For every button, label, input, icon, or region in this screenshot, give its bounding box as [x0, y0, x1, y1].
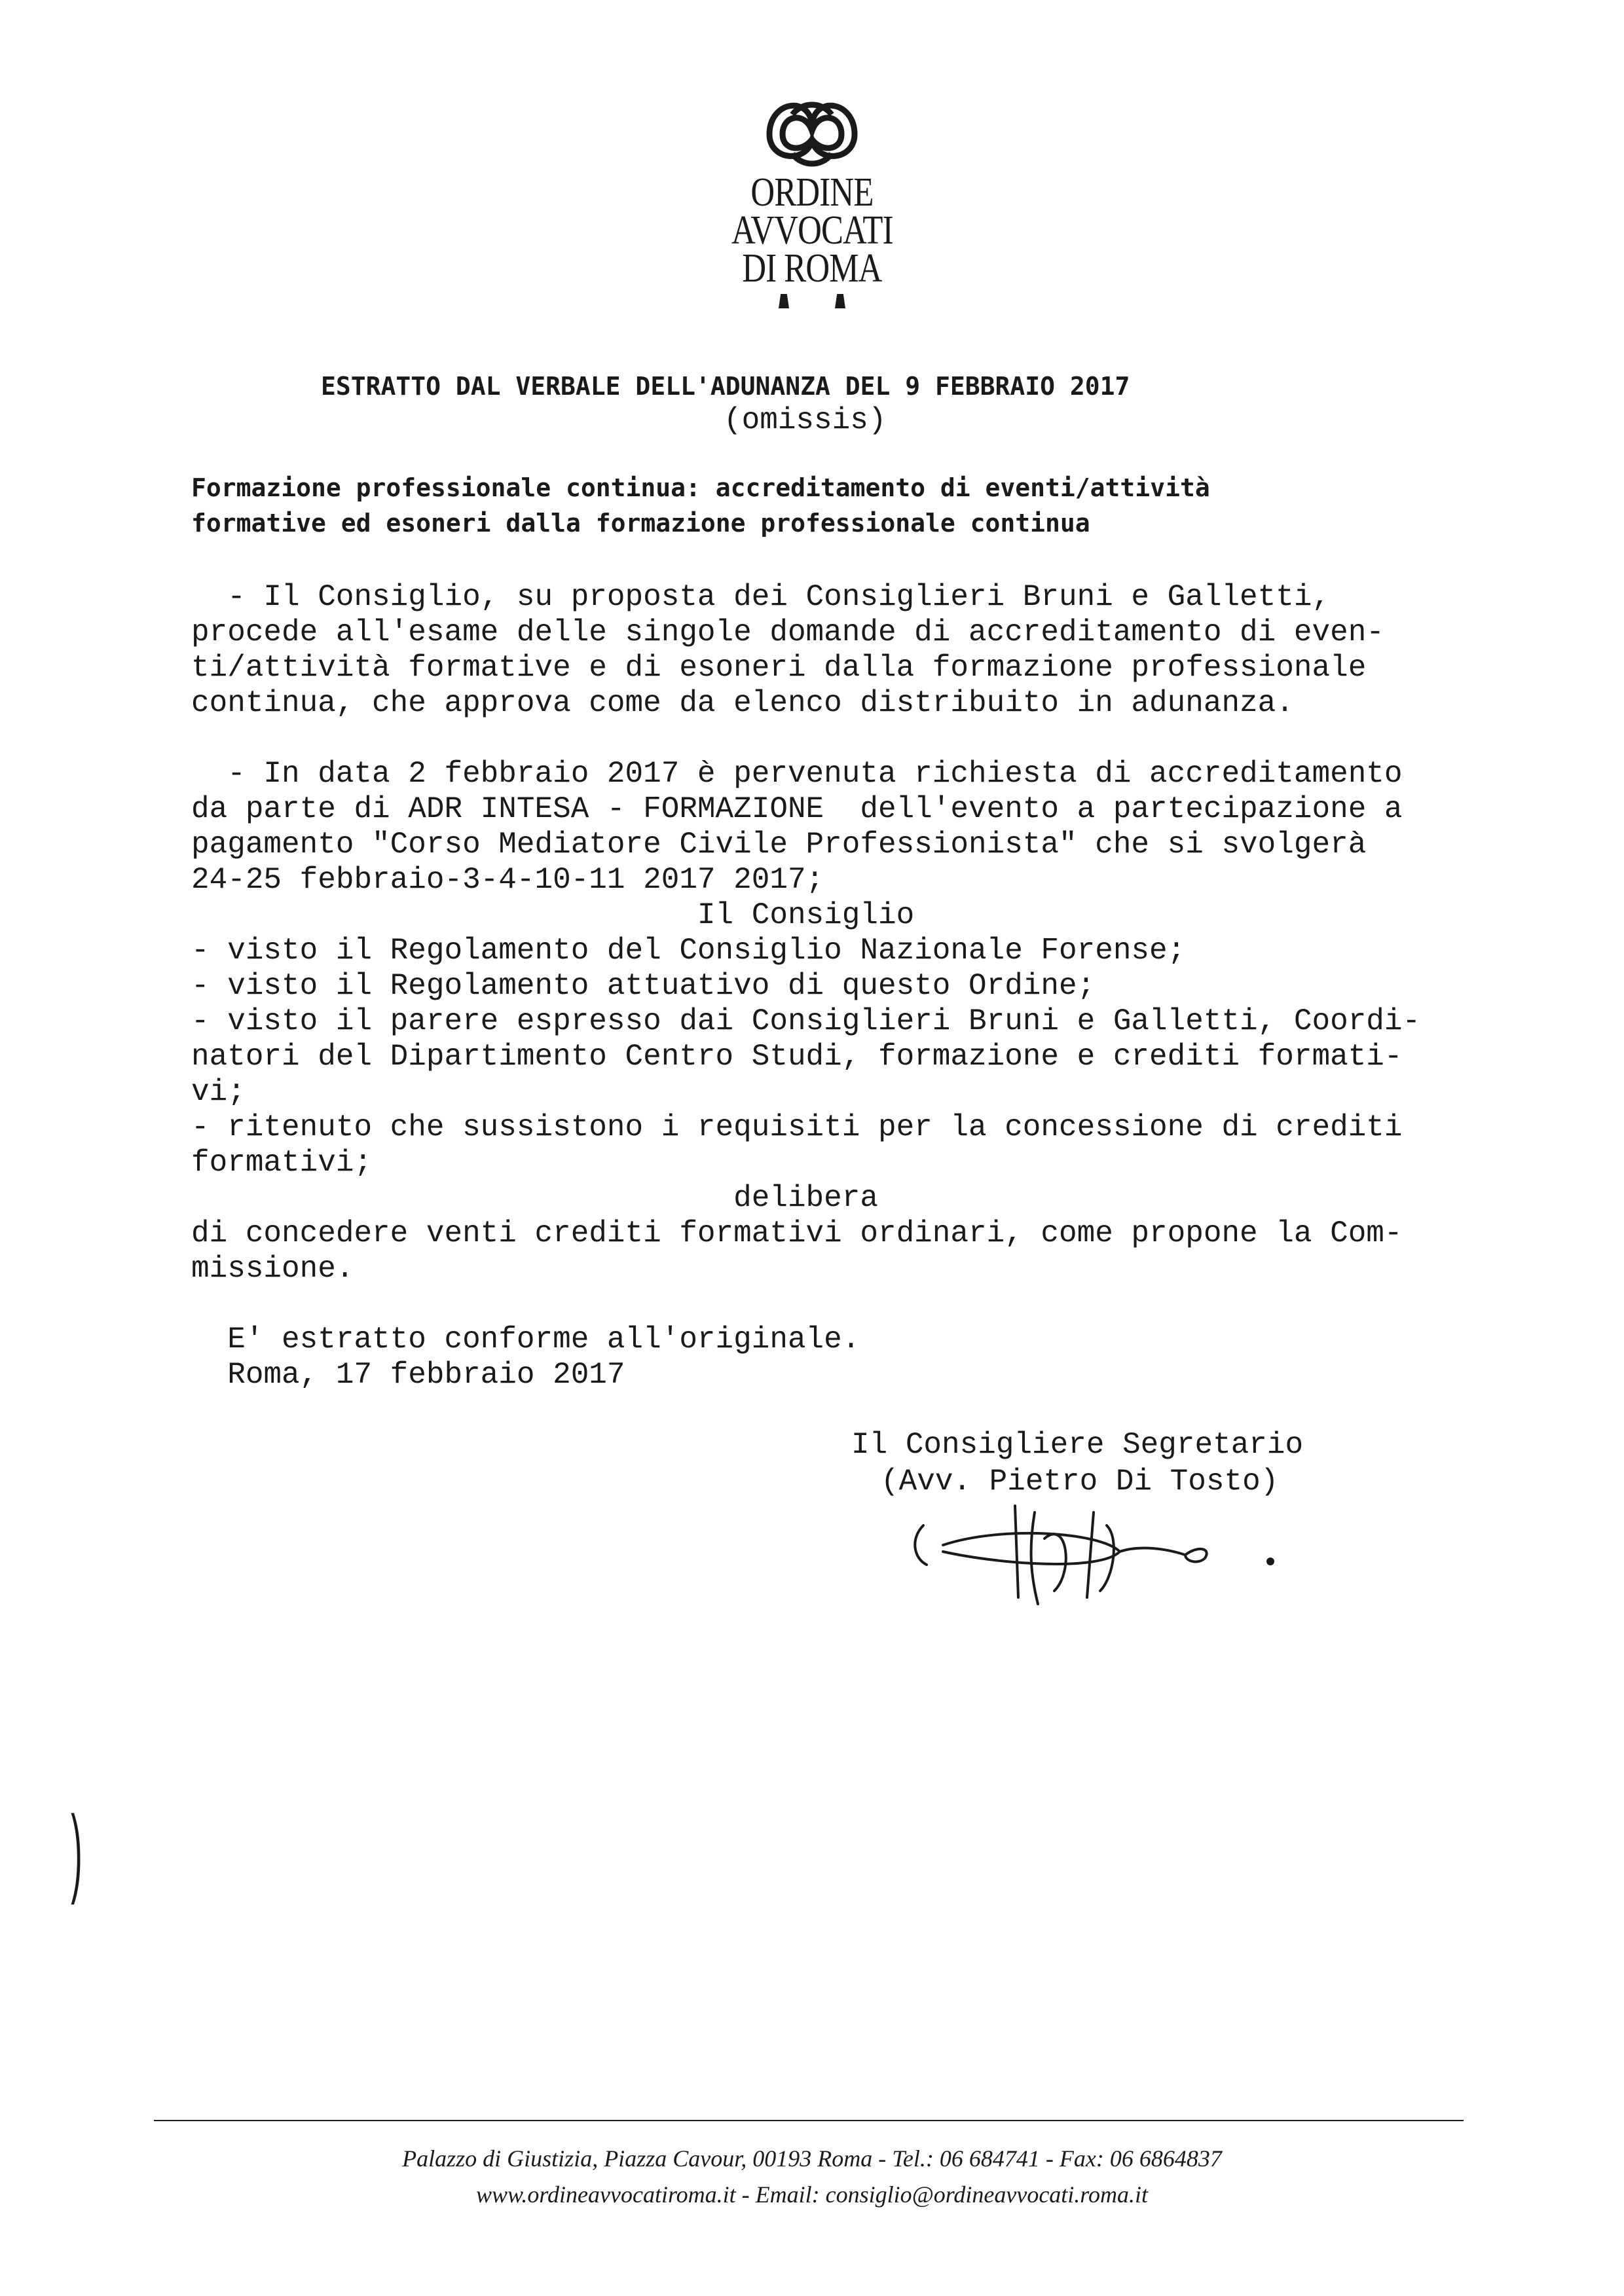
body-line: missione.: [191, 1252, 354, 1286]
body-line: delibera: [191, 1181, 878, 1215]
body-line: continua, che approva come da elenco distribuito in adunanza.: [191, 686, 1294, 720]
body-line: formativi;: [191, 1146, 373, 1180]
body-line: - ritenuto che sussistono i requisiti per la concessione di crediti: [191, 1110, 1403, 1144]
signatory-role: Il Consigliere Segretario: [851, 1428, 1304, 1462]
body-line: - visto il parere espresso dai Consiglieri Bruni e Galletti, Coordi-: [191, 1004, 1421, 1038]
body-line: - visto il Regolamento attuativo di questo Ordine;: [191, 969, 1096, 1003]
body-line: Roma, 17 febbraio 2017: [191, 1358, 625, 1392]
order-logo: [714, 88, 910, 324]
logo-line-2: AVVOCATI: [731, 208, 893, 253]
body-line: E' estratto conforme all'originale.: [191, 1322, 860, 1357]
body-line: ti/attività formative e di esoneri dalla formazione professionale: [191, 651, 1367, 685]
body-line: vi;: [191, 1075, 246, 1109]
body-line: - visto il Regolamento del Consiglio Nazionale Forense;: [191, 934, 1186, 968]
body-line: natori del Dipartimento Centro Studi, formazione e crediti formati-: [191, 1040, 1403, 1074]
document-title: ESTRATTO DAL VERBALE DELL'ADUNANZA DEL 9 FEBBRAIO 2017: [321, 372, 1130, 401]
body-line: - In data 2 febbraio 2017 è pervenuta richiesta di accreditamento: [191, 757, 1403, 791]
logo-mark-right: [835, 294, 845, 308]
logo-marks: [714, 294, 910, 308]
body-line: pagamento "Corso Mediatore Civile Professionista" che si svolgerà: [191, 828, 1367, 862]
footer-rule: [154, 2120, 1464, 2121]
body-line: procede all'esame delle singole domande di accreditamento di even-: [191, 615, 1384, 649]
body-line: da parte di ADR INTESA - FORMAZIONE dell'evento a partecipazione a: [191, 792, 1403, 826]
subject-line-1: Formazione professionale continua: accreditamento di eventi/attività: [191, 473, 1210, 502]
logo-line-1: ORDINE: [750, 170, 874, 215]
footer-contacts: www.ordineavvocatiroma.it - Email: consiglio@ordineavvocati.roma.it: [476, 2181, 1148, 2208]
signatory-name: (Avv. Pietro Di Tosto): [881, 1465, 1279, 1499]
omissis-label: (omissis): [724, 403, 887, 437]
knot-emblem-icon: [756, 88, 868, 173]
body-line: di concedere venti crediti formativi ordinari, come propone la Com-: [191, 1216, 1403, 1250]
body-line: 24-25 febbraio-3-4-10-11 2017 2017;: [191, 863, 824, 897]
body-line: - Il Consiglio, su proposta dei Consiglieri Bruni e Galletti,: [191, 580, 1331, 614]
body-line: Il Consiglio: [191, 898, 915, 932]
handwritten-signature-icon: [904, 1499, 1310, 1617]
scan-margin-mark: ): [71, 1795, 83, 1905]
logo-line-3: DI ROMA: [742, 246, 882, 291]
footer-address: Palazzo di Giustizia, Piazza Cavour, 00193 Roma - Tel.: 06 684741 - Fax: 06 6864837: [402, 2145, 1222, 2172]
logo-mark-left: [779, 294, 789, 308]
subject-line-2: formative ed esoneri dalla formazione professionale continua: [191, 509, 1090, 538]
